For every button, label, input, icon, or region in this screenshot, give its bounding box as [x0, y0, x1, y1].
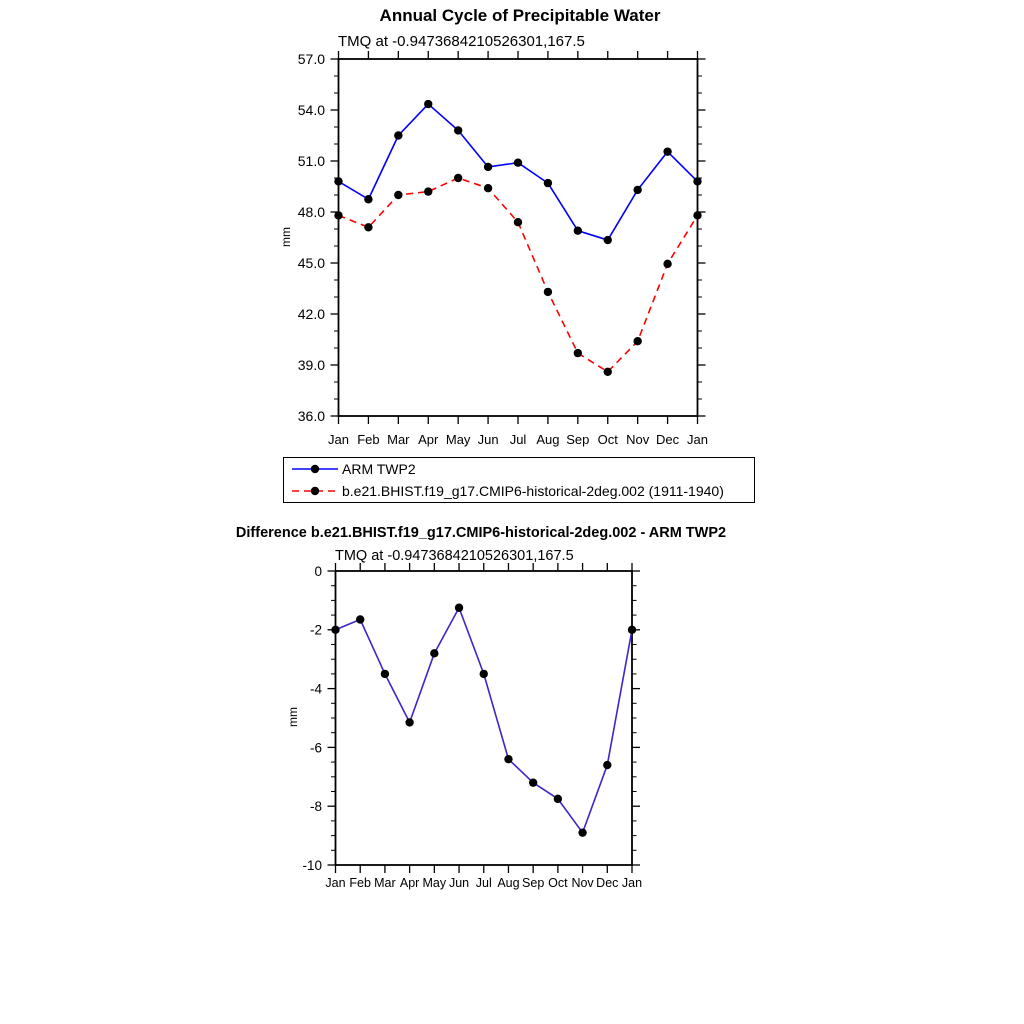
- x-tick-label: May: [422, 876, 447, 890]
- bottom-chart-series: [331, 604, 636, 837]
- legend-marker-dot: [311, 487, 319, 495]
- top-chart-series: [334, 100, 701, 376]
- data-point: [424, 187, 432, 195]
- x-tick-label: Apr: [418, 432, 439, 447]
- series-line: [339, 178, 698, 372]
- data-point: [394, 191, 402, 199]
- data-point: [603, 761, 611, 769]
- data-point: [514, 159, 522, 167]
- x-tick-label: Oct: [597, 432, 618, 447]
- top-chart-axes: [298, 51, 708, 447]
- data-point: [578, 828, 586, 836]
- data-point: [334, 177, 342, 185]
- x-tick-label: Apr: [399, 876, 420, 890]
- data-point: [544, 288, 552, 296]
- legend-item-arm-twp2: [290, 458, 754, 480]
- data-point: [424, 100, 432, 108]
- x-tick-label: Jul: [509, 432, 527, 447]
- data-point: [554, 795, 562, 803]
- y-tick-label: -6: [309, 740, 322, 756]
- data-point: [663, 147, 671, 155]
- x-tick-label: Nov: [626, 432, 650, 447]
- bottom-chart-title: Difference b.e21.BHIST.f19_g17.CMIP6-historical-2deg.002 - ARM TWP2: [235, 525, 727, 541]
- y-tick-label: 57.0: [297, 51, 325, 68]
- data-point: [628, 626, 636, 634]
- legend-solid-line-sample: [290, 463, 340, 475]
- top-chart-title: Annual Cycle of Precipitable Water: [379, 6, 661, 25]
- data-point: [574, 227, 582, 235]
- data-point: [504, 755, 512, 763]
- data-point: [334, 211, 342, 219]
- data-point: [454, 174, 462, 182]
- data-point: [514, 218, 522, 226]
- y-tick-label: -4: [309, 681, 322, 697]
- data-point: [405, 718, 413, 726]
- x-tick-label: Aug: [497, 876, 520, 890]
- x-tick-label: Oct: [548, 876, 568, 890]
- data-point: [604, 368, 612, 376]
- data-point: [484, 184, 492, 192]
- legend: [283, 457, 755, 503]
- data-point: [454, 126, 462, 134]
- x-tick-label: Jun: [477, 432, 499, 447]
- x-tick-label: Nov: [571, 876, 594, 890]
- bottom-chart-axes: [302, 563, 642, 890]
- data-point: [693, 211, 701, 219]
- x-tick-label: May: [445, 432, 471, 447]
- y-tick-label: 36.0: [297, 408, 325, 425]
- x-tick-label: Jan: [328, 432, 349, 447]
- y-tick-label: 51.0: [297, 153, 325, 170]
- x-tick-label: Jul: [475, 876, 492, 890]
- data-point: [394, 131, 402, 139]
- data-point: [633, 186, 641, 194]
- y-tick-label: 54.0: [297, 102, 325, 119]
- data-point: [633, 337, 641, 345]
- x-tick-label: Feb: [349, 876, 371, 890]
- legend-dashed-line-sample: [290, 485, 340, 497]
- data-point: [455, 604, 463, 612]
- x-tick-label: Aug: [536, 432, 560, 447]
- y-tick-label: 39.0: [297, 357, 325, 374]
- data-point: [484, 163, 492, 171]
- data-point: [480, 670, 488, 678]
- top-chart-subtitle: TMQ at -0.9473684210526301,167.5: [338, 33, 585, 50]
- data-point: [604, 236, 612, 244]
- data-point: [364, 223, 372, 231]
- data-point: [430, 649, 438, 657]
- legend-item-model: [290, 480, 754, 502]
- x-tick-label: Jan: [687, 432, 708, 447]
- data-point: [356, 615, 364, 623]
- y-tick-label: 45.0: [297, 255, 325, 272]
- legend-marker-dot: [311, 465, 319, 473]
- x-tick-label: Feb: [357, 432, 380, 447]
- data-point: [381, 670, 389, 678]
- data-point: [529, 778, 537, 786]
- x-tick-label: Mar: [374, 876, 396, 890]
- legend-label-model: b.e21.BHIST.f19_g17.CMIP6-historical-2deg.002 (1911-1940): [342, 483, 724, 499]
- bottom-chart-subtitle: TMQ at -0.9473684210526301,167.5: [335, 548, 574, 564]
- data-point: [544, 179, 552, 187]
- data-point: [663, 260, 671, 268]
- x-tick-label: Dec: [596, 876, 619, 890]
- x-tick-label: Sep: [522, 876, 545, 890]
- x-tick-label: Jan: [621, 876, 643, 890]
- y-tick-label: -8: [309, 799, 322, 815]
- y-tick-label: -10: [302, 857, 322, 873]
- top-chart-frame: [339, 59, 698, 416]
- x-tick-label: Sep: [566, 432, 590, 447]
- x-tick-label: Dec: [656, 432, 680, 447]
- data-point: [364, 195, 372, 203]
- x-tick-label: Jun: [448, 876, 470, 890]
- data-point: [331, 626, 339, 634]
- y-tick-label: 42.0: [297, 306, 325, 323]
- x-tick-label: Jan: [325, 876, 346, 890]
- y-tick-label: -2: [309, 622, 322, 638]
- data-point: [574, 349, 582, 357]
- legend-label-arm-twp2: ARM TWP2: [342, 461, 416, 477]
- series-line: [336, 608, 633, 833]
- data-point: [693, 177, 701, 185]
- top-chart-ylabel: mm: [279, 227, 293, 247]
- x-tick-label: Mar: [387, 432, 410, 447]
- y-tick-label: 0: [314, 563, 322, 579]
- bottom-chart-ylabel: mm: [286, 707, 300, 727]
- y-tick-label: 48.0: [297, 204, 325, 221]
